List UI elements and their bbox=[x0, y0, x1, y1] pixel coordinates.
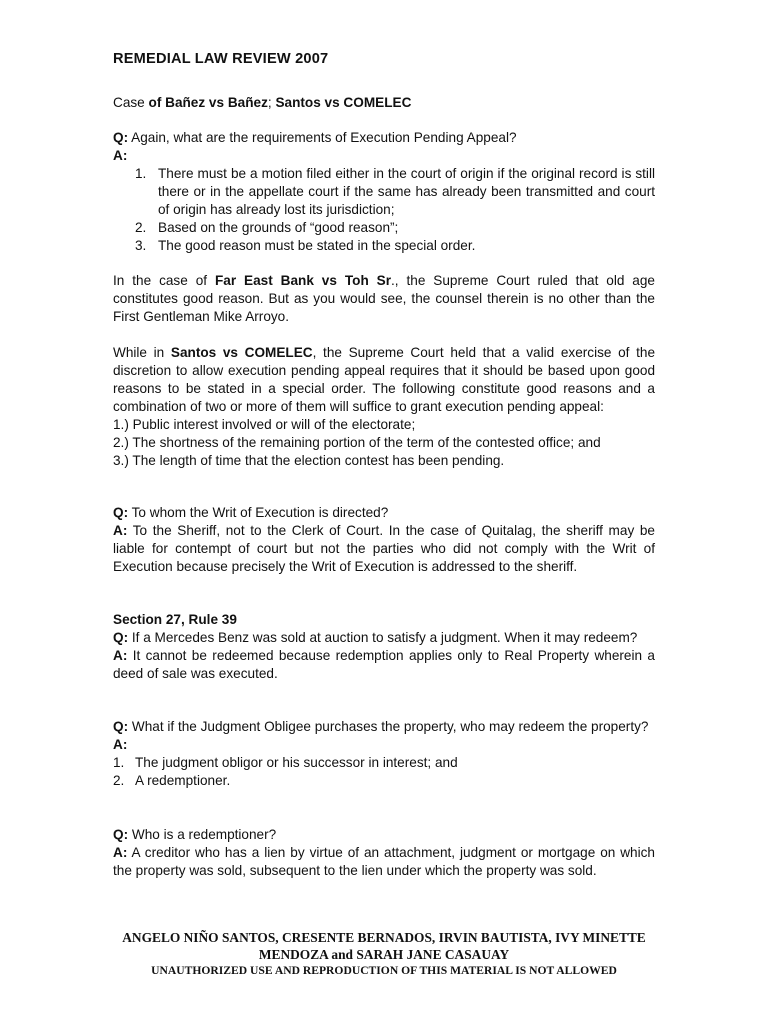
qa-mercedes-benz: Q: If a Mercedes Benz was sold at auction to satisfy a judgment. When it may redeem? A: It cannot be redeemed because redemption applies only to Real Property wherein a deed of sale was executed. bbox=[113, 630, 655, 681]
answer-label: A: bbox=[113, 148, 128, 163]
paragraph-santos-comelec: While in Santos vs COMELEC, the Supreme Court held that a valid exercise of the discretion to allow execution pending appeal requires that it should be based upon good reasons to be stated in a special order. The following constitute good reasons and a combination of two or more of them will suffice to grant execution pending appeal: 1.) Public interest involved or will of the electorate; 2.) The shortness of the remaining portion of the term of the contested office; and 3.) The length of time that the election contest has been pending. bbox=[113, 345, 656, 468]
qa-execution-pending-appeal bbox=[113, 129, 655, 255]
paragraph-far-east-bank: In the case of Far East Bank vs Toh Sr., the Supreme Court ruled that old age constitutes good reason. But as you would see, the counsel therein is no other than the First Gentleman Mike Arroyo. bbox=[113, 273, 655, 324]
qa-redemptioner: Q: Who is a redemptioner? A: A creditor who has a lien by virtue of an attachment, judgment or mortgage on which the property was sold, subsequent to the lien under which the property was sold. bbox=[113, 827, 655, 878]
case-name-santos: Santos vs COMELEC bbox=[275, 95, 412, 110]
case-line: Case of Bañez vs Bañez; Santos vs COMELEC bbox=[113, 95, 412, 110]
redeemers-list bbox=[113, 754, 655, 790]
list-item: 1. There must be a motion filed either in the court of origin if the original record is still there or in the appellate court if the same has already been transmitted and court of origin has already lost its jurisdiction; bbox=[135, 166, 655, 217]
case-name-banez: of Bañez vs Bañez bbox=[148, 95, 268, 110]
requirements-list bbox=[113, 165, 655, 255]
qa-writ-of-execution: Q: To whom the Writ of Execution is directed? A: To the Sheriff, not to the Clerk of Court. In the case of Quitalag, the sheriff may be liable for contempt of court but not the parties who did not comply with the Writ of Execution because precisely the Writ of Execution is addressed to the sheriff. bbox=[113, 505, 655, 574]
list-item: 1.) Public interest involved or will of the electorate; bbox=[113, 417, 416, 432]
list-item: 1. The judgment obligor or his successor in interest; and bbox=[113, 755, 458, 770]
question: Q: Again, what are the requirements of Execution Pending Appeal? bbox=[113, 130, 517, 145]
copyright-notice: UNAUTHORIZED USE AND REPRODUCTION OF THIS MATERIAL IS NOT ALLOWED bbox=[151, 964, 617, 977]
list-item: 3. The good reason must be stated in the special order. bbox=[135, 238, 476, 253]
authors-line: MENDOZA and SARAH JANE CASAUAY bbox=[258, 947, 510, 962]
section-heading: Section 27, Rule 39 bbox=[113, 612, 237, 627]
qa-judgment-obligee: Q: What if the Judgment Obligee purchases the property, who may redeem the property? A: 1. The judgment obligor or his successor in interest; and 2. A redemptioner. bbox=[113, 718, 655, 790]
list-item: 3.) The length of time that the election contest has been pending. bbox=[113, 453, 505, 468]
list-item: 2.) The shortness of the remaining portion of the term of the contested office; and bbox=[113, 435, 601, 450]
page-footer bbox=[100, 929, 668, 978]
list-item: 2. A redemptioner. bbox=[113, 773, 231, 788]
authors-line: ANGELO NIÑO SANTOS, CRESENTE BERNADOS, IRVIN BAUTISTA, IVY MINETTE bbox=[122, 930, 646, 945]
list-item: 2. Based on the grounds of “good reason”; bbox=[135, 220, 399, 235]
page-title: REMEDIAL LAW REVIEW 2007 bbox=[113, 51, 329, 67]
